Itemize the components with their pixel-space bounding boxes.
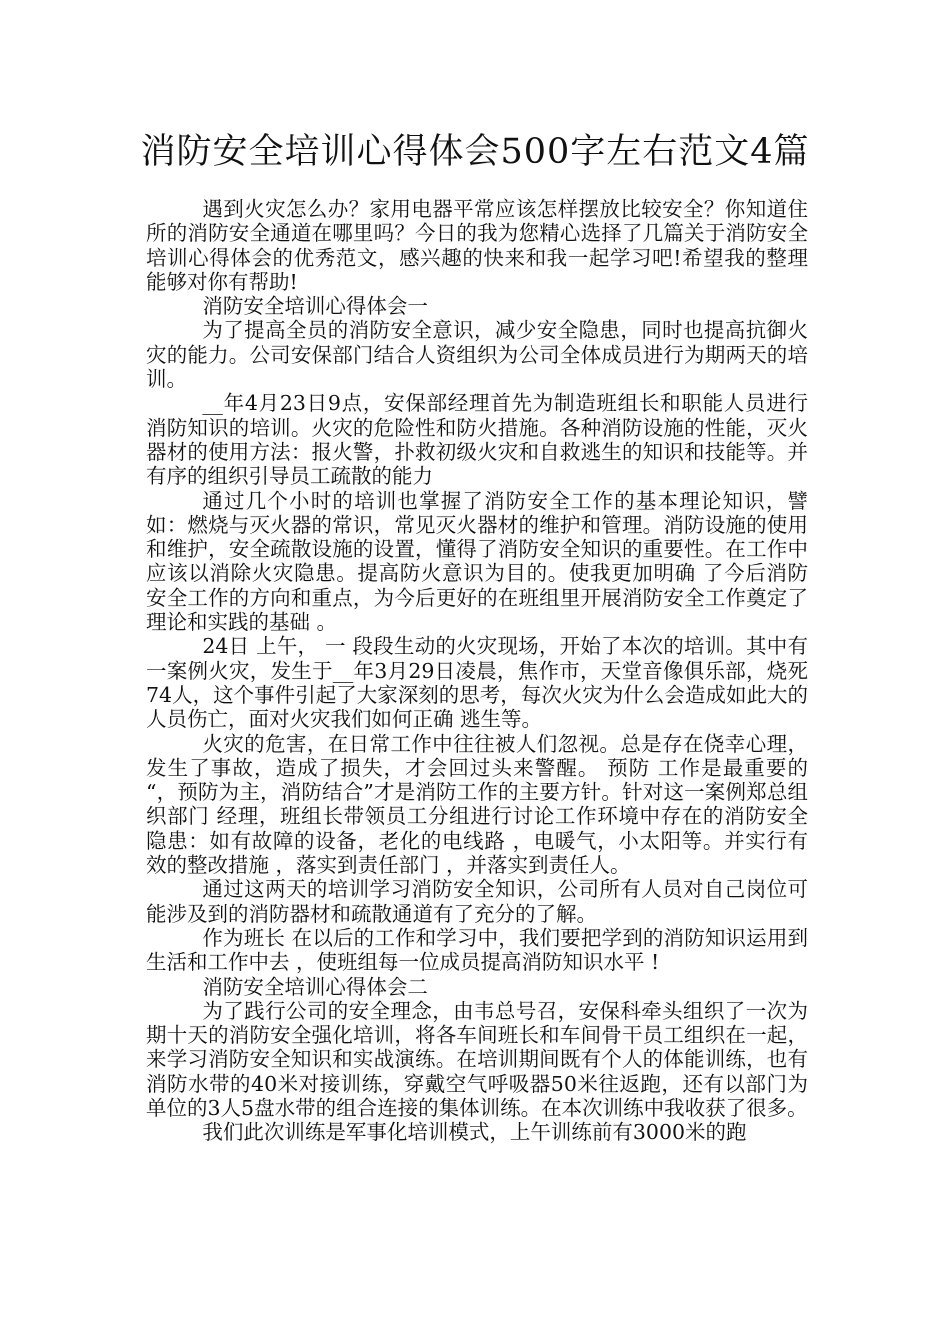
- paragraph: __年4月23日9点，安保部经理首先为制造班组长和职能人员进行消防知识的培训。火灾的危险性和防火措施。各种消防设施的性能，灭火器材的使用方法：报火警，扑救初级火灾和自救逃生的知识和技能等。并有序的组织引导员工疏散的能力: [146, 391, 808, 489]
- paragraph: 通过几个小时的培训也掌握了消防安全工作的基本理论知识，譬如：燃烧与灭火器的常识，常见灭火器材的维护和管理。消防设施的使用和维护，安全疏散设施的设置，懂得了消防安全知识的重要性。在工作中应该以消除火灾隐患。提高防火意识为目的。使我更加明确 了今后消防安全工作的方向和重点，为今后更好的在班组里开展消防安全工作奠定了理论和实践的基础 。: [146, 488, 808, 635]
- paragraph: 通过这两天的培训学习消防安全知识，公司所有人员对自己岗位可能涉及到的消防器材和疏散通道有了充分的了解。: [146, 877, 808, 926]
- paragraph-intro: 遇到火灾怎么办？家用电器平常应该怎样摆放比较安全？你知道住所的消防安全通道在哪里吗？今日的我为您精心选择了几篇关于消防安全培训心得体会的优秀范文，感兴趣的快来和我一起学习吧!希望我的整理能够对你有帮助!: [146, 197, 808, 294]
- paragraph: 24日 上午， 一 段段生动的火灾现场，开始了本次的培训。其中有一案例火灾，发生于__年3月29日凌晨，焦作市，天堂音像俱乐部，烧死74人，这个事件引起了大家深刻的思考，每次火灾为什么会造成如此大的人员伤亡，面对火灾我们如何正确 逃生等。: [146, 634, 808, 732]
- paragraph: 为了践行公司的安全理念，由韦总号召，安保科牵头组织了一次为期十天的消防安全强化培训，将各车间班长和车间骨干员工组织在一起，来学习消防安全知识和实战演练。在培训期间既有个人的体能训练，也有消防水带的40米对接训练，穿戴空气呼吸器50米往返跑，还有以部门为单位的3人5盘水带的组合连接的集体训练。在本次训练中我收获了很多。: [146, 998, 808, 1120]
- section-heading-one: 消防安全培训心得体会一: [202, 294, 428, 319]
- paragraph: 为了提高全员的消防安全意识，减少安全隐患，同时也提高抗御火灾的能力。公司安保部门结合人资组织为公司全体成员进行为期两天的培训。: [146, 318, 808, 392]
- paragraph: 作为班长 在以后的工作和学习中，我们要把学到的消防知识运用到生活和工作中去 ，使班组每一位成员提高消防知识水平 !: [146, 925, 808, 975]
- document-body: [146, 197, 808, 1145]
- document-title: 消防安全培训心得体会500字左右范文4篇: [140, 132, 810, 172]
- paragraph: 火灾的危害，在日常工作中往往被人们忽视。总是存在侥幸心理，发生了事故，造成了损失，才会回过头来警醒。 预防 工作是最重要的 “，预防为主，消防结合”才是消防工作的主要方针。针对这一案例郑总组织部门 经理，班组长带领员工分组进行讨论工作环境中存在的消防安全隐患：如有故障的设备，老化的电线路 ，电暖气，小太阳等。并实行有效的整改措施 ，落实到责任部门 ，并落实到责任人。: [146, 731, 808, 878]
- section-heading-two: 消防安全培训心得体会二: [202, 974, 428, 999]
- paragraph: 我们此次训练是军事化培训模式，上午训练前有3000米的跑: [202, 1120, 747, 1145]
